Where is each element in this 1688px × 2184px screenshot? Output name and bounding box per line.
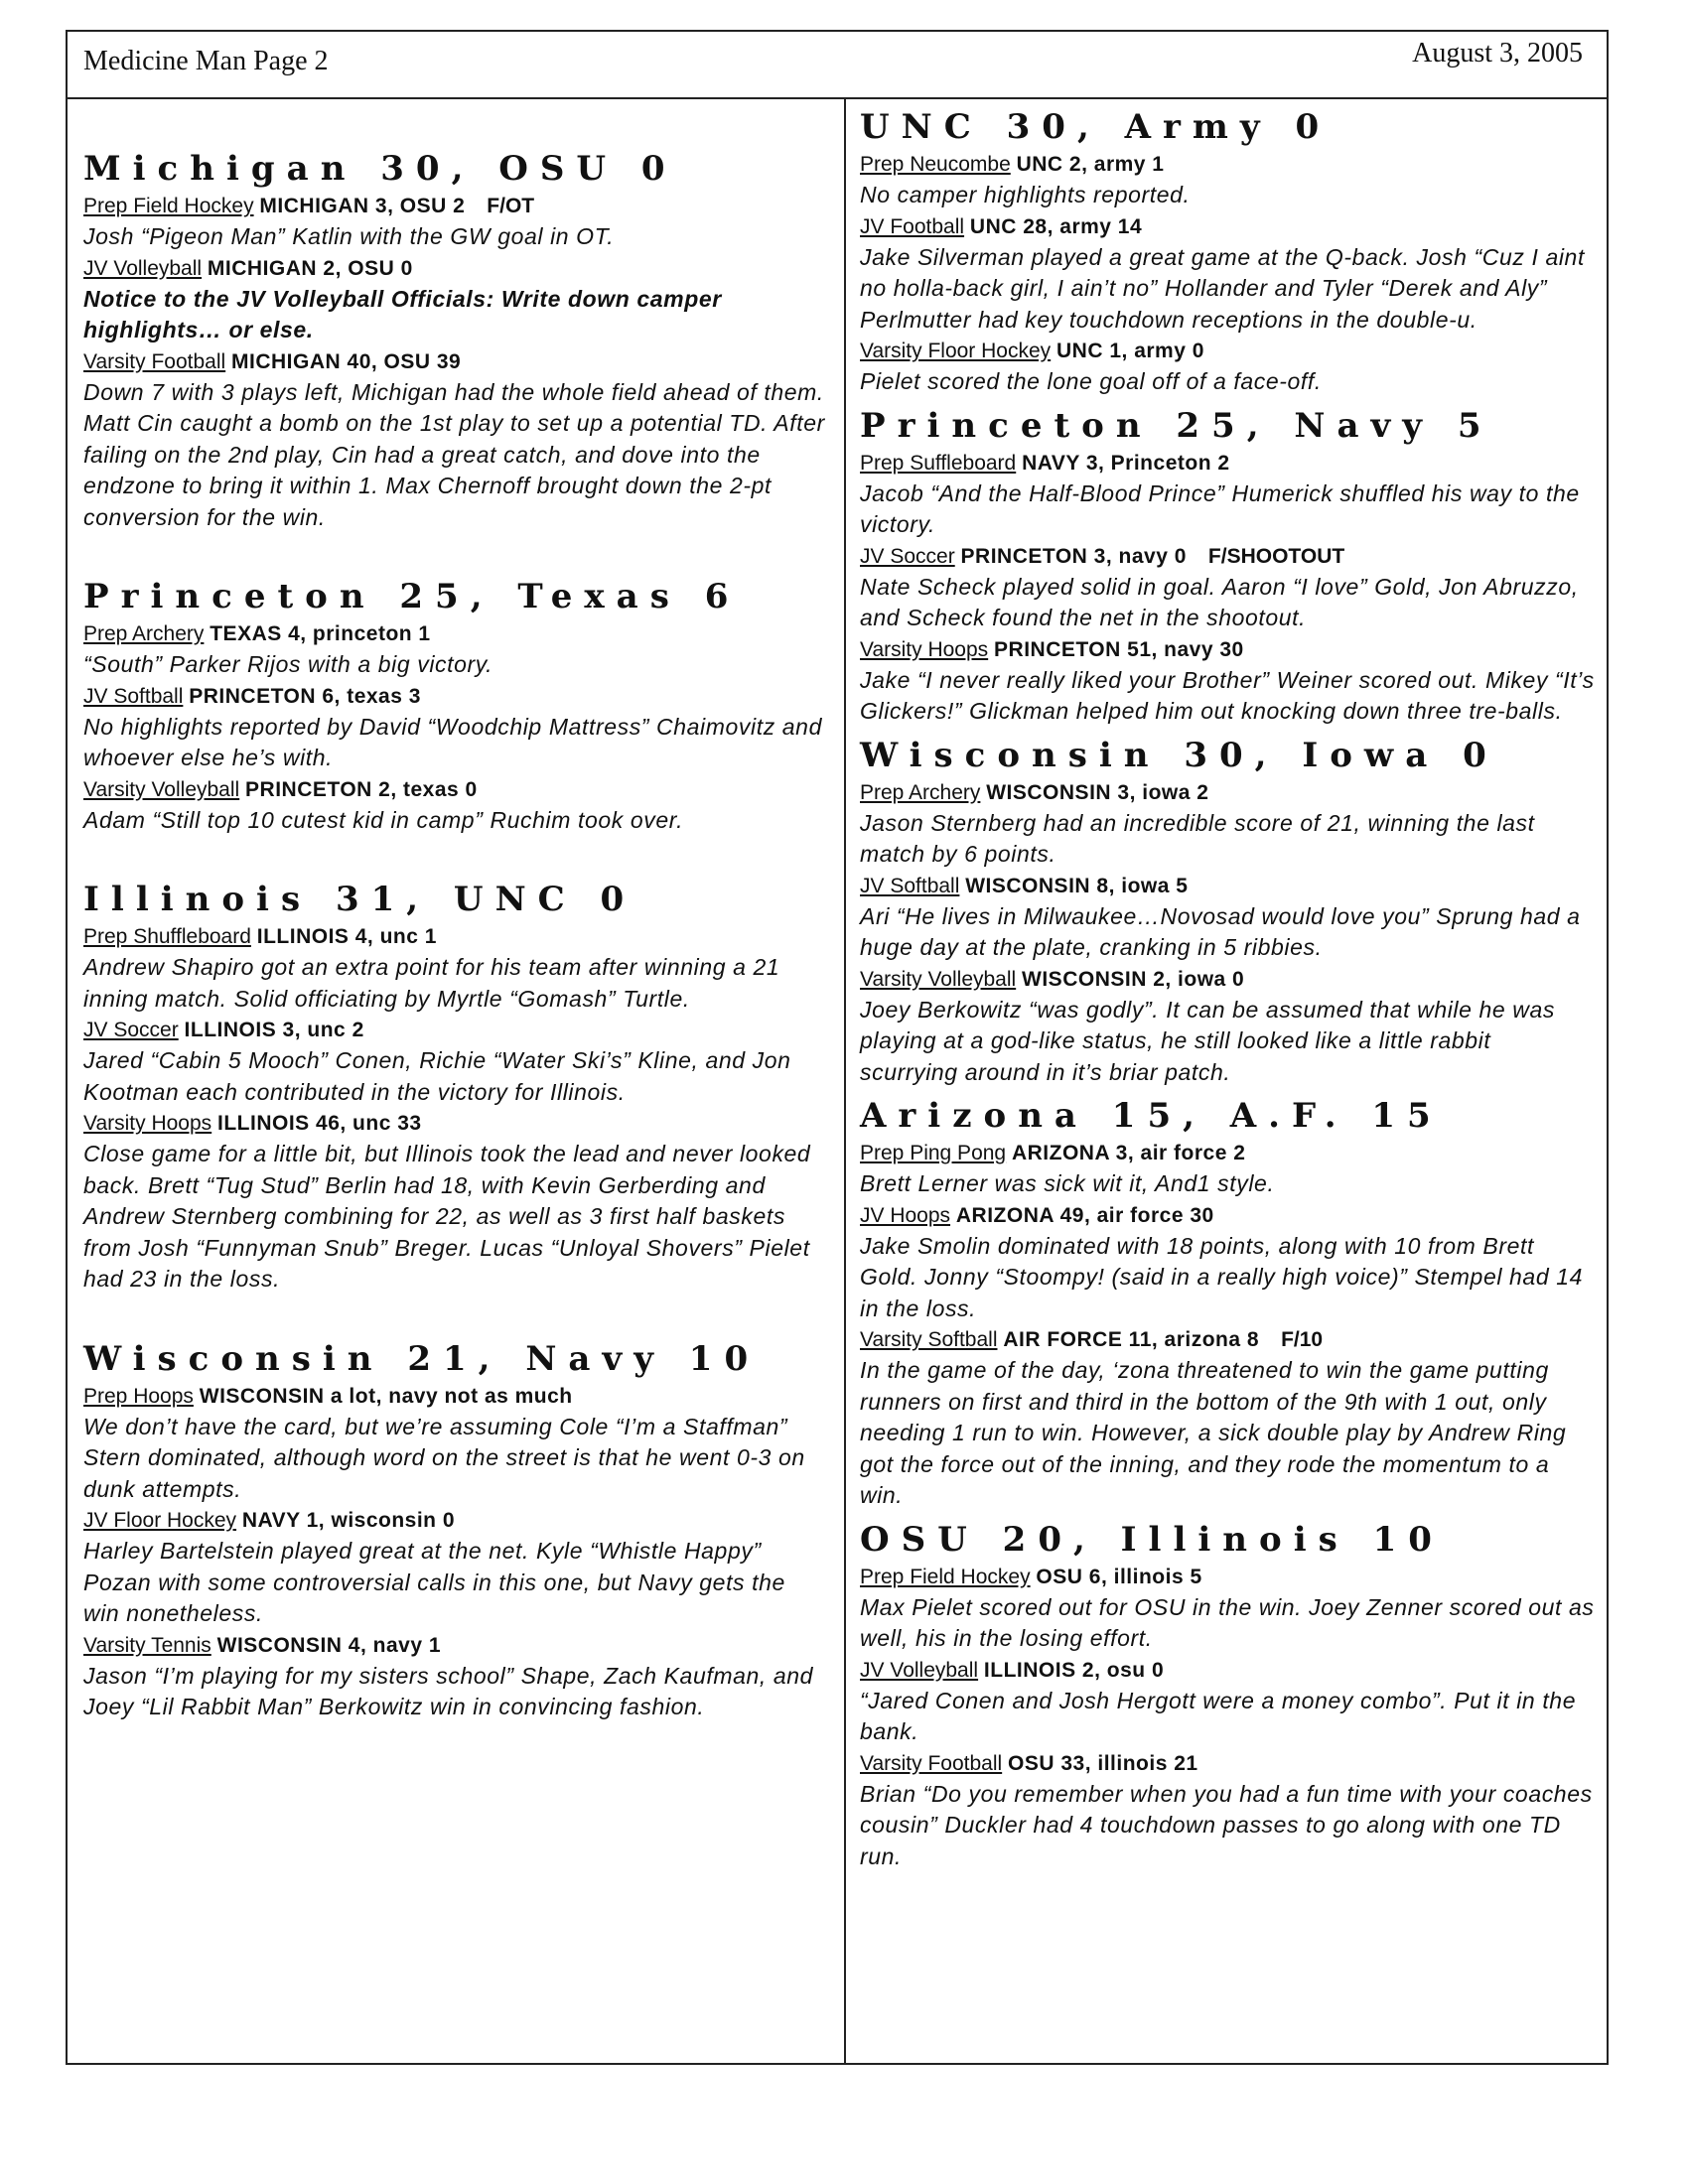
camper-highlight: “South” Parker Rijos with a big victory. — [83, 651, 493, 677]
game-score-headline: Illinois 31, UNC 0 — [83, 880, 636, 919]
overtime-note: F/10 — [1281, 1328, 1324, 1351]
result-line — [860, 336, 1595, 366]
result-line — [860, 1655, 1595, 1686]
sport-label: Prep Neucombe — [860, 153, 1011, 176]
match-score: ILLINOIS 4, unc 1 — [256, 925, 437, 948]
result-line — [83, 921, 828, 952]
result-line — [860, 1138, 1595, 1168]
sport-label: Varsity Hoops — [860, 637, 989, 661]
match-score: AIR FORCE 11, arizona 8 — [1003, 1328, 1260, 1351]
game-section — [860, 736, 1595, 1089]
camper-highlight: Joey Berkowitz “was godly”. It can be assumed that while he was playing at a god-like status, he still looked like a little rabbit scurrying around in it’s briar patch. — [860, 996, 1555, 1085]
sport-label: Prep Archery — [83, 622, 205, 645]
sport-label: Prep Field Hockey — [83, 195, 254, 217]
camper-highlight: Max Pielet scored out for OSU in the win. Joey Zenner scored out as well, his in the losing effort. — [860, 1593, 1595, 1651]
camper-highlight: Jake Smolin dominated with 18 points, along with 10 from Brett Gold. Jonny “Stoompy! (said in a really high voice)” Stempel had 14 in the loss. — [860, 1232, 1583, 1321]
camper-highlight: Harley Bartelstein played great at the net. Kyle “Whistle Happy” Pozan with some controversial calls in this one, but Navy gets the win nonetheless. — [83, 1538, 785, 1626]
result-line — [83, 1381, 828, 1412]
sport-label: JV Football — [860, 214, 965, 238]
left-column — [83, 99, 828, 1723]
camper-highlight: Down 7 with 3 plays left, Michigan had the whole field ahead of them. Matt Cin caught a bomb on the 1st play to set up a potential TD. After failing on the 2nd play, Cin had a great catch, and dove into the endzone to bring it within 1. Max Chernoff brought down the 2-pt conversion for the win. — [83, 378, 825, 530]
match-score: ARIZONA 3, air force 2 — [1011, 1142, 1246, 1164]
camper-highlight: Jake Silverman played a great game at the Q-back. Josh “Cuz I aint no holla-back girl, I ain’t no” Hollander and Tyler “Derek and Aly” Perlmutter had key touchdown receptions in the double-u. — [860, 243, 1585, 333]
match-score: ILLINOIS 2, osu 0 — [983, 1658, 1165, 1682]
camper-highlight: Brett Lerner was sick wit it, And1 style. — [860, 1170, 1275, 1196]
game-score-headline: Michigan 30, OSU 0 — [83, 149, 677, 189]
right-column — [860, 99, 1595, 1872]
match-score: ARIZONA 49, air force 30 — [955, 1203, 1214, 1227]
match-score: UNC 2, army 1 — [1016, 153, 1165, 176]
match-score: PRINCETON 51, navy 30 — [994, 637, 1244, 661]
result-line — [860, 871, 1595, 901]
match-score: OSU 6, illinois 5 — [1036, 1565, 1202, 1588]
camper-highlight: Close game for a little bit, but Illinois took the lead and never looked back. Brett “Tug Stud” Berlin had 18, with Kevin Gerberding and Andrew Sternberg combining for 22, as well as 3 first half baskets from Josh “Funnyman Snub” Breger. Lucas “Unloyal Shovers” Pielet had 23 in the loss. — [83, 1141, 811, 1292]
game-section — [860, 107, 1595, 398]
sport-label: Prep Suffleboard — [860, 451, 1017, 475]
camper-highlight: Jared “Cabin 5 Mooch” Conen, Richie “Water Ski’s” Kline, and Jon Kootman each contributed in the victory for Illinois. — [83, 1047, 791, 1105]
result-line — [83, 618, 828, 649]
newsletter-date: August 3, 2005 — [1412, 38, 1583, 68]
camper-highlight: Jake “I never really liked your Brother” Weiner scored out. Mikey “It’s Glickers!” Glickman helped him out knocking down three tre-balls. — [860, 666, 1595, 724]
camper-highlight: Ari “He lives in Milwaukee…Novosad would love you” Sprung had a huge day at the plate, cranking in 5 ribbies. — [860, 902, 1581, 960]
sport-label: Prep Field Hockey — [860, 1565, 1031, 1588]
camper-highlight: Jason “I’m playing for my sisters school” Shape, Zach Kaufman, and Joey “Lil Rabbit Man” Berkowitz win in convincing fashion. — [83, 1662, 814, 1719]
match-score: PRINCETON 2, texas 0 — [245, 777, 478, 801]
sport-label: Varsity Tennis — [83, 1633, 211, 1657]
result-line — [83, 191, 828, 221]
overtime-note: F/OT — [487, 195, 535, 217]
match-score: UNC 28, army 14 — [969, 214, 1143, 238]
result-line — [83, 1505, 828, 1536]
page-header — [68, 32, 1607, 99]
sport-label: Varsity Softball — [860, 1328, 998, 1351]
result-line — [83, 253, 828, 284]
sport-label: JV Volleyball — [860, 1658, 979, 1682]
game-score-headline: Arizona 15, A.F. 15 — [860, 1096, 1443, 1136]
result-line — [83, 346, 828, 377]
result-line — [860, 1562, 1595, 1592]
game-section — [83, 149, 828, 533]
game-section — [860, 406, 1595, 728]
camper-highlight: Pielet scored the lone goal off of a face-off. — [860, 368, 1322, 394]
match-score: WISCONSIN 2, iowa 0 — [1022, 967, 1245, 991]
match-score: NAVY 1, wisconsin 0 — [241, 1509, 456, 1532]
result-line — [83, 1015, 828, 1045]
result-line — [860, 149, 1595, 180]
game-section — [860, 1520, 1595, 1873]
match-score: WISCONSIN 4, navy 1 — [216, 1633, 442, 1657]
match-score: UNC 1, army 0 — [1056, 340, 1204, 362]
game-score-headline: OSU 20, Illinois 10 — [860, 1519, 1444, 1560]
sport-label: Prep Hoops — [83, 1384, 194, 1408]
result-line — [860, 1200, 1595, 1231]
game-score-headline: Wisconsin 30, Iowa 0 — [860, 735, 1498, 775]
camper-highlight: Josh “Pigeon Man” Katlin with the GW goal in OT. — [83, 223, 615, 249]
sport-label: Varsity Football — [860, 1751, 1003, 1775]
game-score-headline: Wisconsin 21, Navy 10 — [83, 1338, 761, 1379]
result-line — [860, 448, 1595, 478]
match-score: WISCONSIN 3, iowa 2 — [986, 780, 1209, 804]
result-line — [860, 777, 1595, 808]
match-score: PRINCETON 3, navy 0 — [960, 544, 1187, 568]
match-score: WISCONSIN 8, iowa 5 — [965, 874, 1189, 897]
camper-highlight: Andrew Shapiro got an extra point for his team after winning a 21 inning match. Solid officiating by Myrtle “Gomash” Turtle. — [83, 954, 780, 1012]
camper-highlight: Nate Scheck played solid in goal. Aaron “I love” Gold, Jon Abruzzo, and Scheck found the net in the shootout. — [860, 573, 1579, 630]
camper-highlight: Jason Sternberg had an incredible score of 21, winning the last match by 6 points. — [860, 809, 1535, 867]
camper-highlight: “Jared Conen and Josh Hergott were a money combo”. Put it in the bank. — [860, 1687, 1577, 1744]
camper-highlight: In the game of the day, ‘zona threatened to win the game putting runners on first and third in the bottom of the 9th with 1 out, only needing 1 run to win. However, a sick double play by Andrew Ring got the force out of the inning, and they rode the momentum to a win. — [860, 1357, 1567, 1508]
match-score: MICHIGAN 2, OSU 0 — [207, 256, 413, 280]
result-line — [83, 1108, 828, 1139]
game-section — [83, 880, 828, 1296]
match-score: MICHIGAN 3, OSU 2 — [259, 195, 466, 217]
result-line — [860, 541, 1595, 572]
result-line — [83, 1630, 828, 1661]
overtime-note: F/SHOOTOUT — [1207, 544, 1345, 568]
match-score: TEXAS 4, princeton 1 — [210, 622, 431, 645]
sport-label: Prep Ping Pong — [860, 1142, 1007, 1164]
sport-label: Varsity Volleyball — [83, 777, 240, 801]
result-line — [860, 1324, 1595, 1355]
sport-label: JV Volleyball — [83, 256, 203, 280]
game-section — [83, 1339, 828, 1723]
match-score: PRINCETON 6, texas 3 — [189, 684, 421, 708]
result-line — [83, 681, 828, 712]
sport-label: Varsity Football — [83, 349, 226, 373]
sport-label: Varsity Volleyball — [860, 967, 1017, 991]
sport-label: Varsity Hoops — [83, 1112, 212, 1135]
match-score: WISCONSIN a lot, navy not as much — [199, 1384, 573, 1408]
newsletter-title: Medicine Man Page 2 — [83, 46, 329, 76]
sport-label: JV Floor Hockey — [83, 1509, 237, 1532]
result-line — [860, 964, 1595, 995]
camper-highlight: No highlights reported by David “Woodchip Mattress” Chaimovitz and whoever else he’s with. — [83, 713, 822, 770]
game-score-headline: Princeton 25, Navy 5 — [860, 405, 1493, 446]
camper-highlight: Notice to the JV Volleyball Officials: Write down camper highlights… or else. — [83, 285, 722, 342]
camper-highlight: No camper highlights reported. — [860, 182, 1191, 207]
camper-highlight: We don’t have the card, but we’re assuming Cole “I’m a Staffman” Stern dominated, although word on the street is that he went 0-3 on dunk attempts. — [83, 1413, 805, 1502]
camper-highlight: Brian “Do you remember when you had a fun time with your coaches cousin” Duckler had 4 touchdown passes to go along with one TD run. — [860, 1780, 1593, 1869]
camper-highlight: Adam “Still top 10 cutest kid in camp” Ruchim took over. — [83, 806, 684, 833]
game-score-headline: UNC 30, Army 0 — [860, 107, 1332, 147]
sport-label: Prep Shuffleboard — [83, 925, 251, 948]
sport-label: JV Hoops — [860, 1203, 951, 1227]
camper-highlight: Jacob “And the Half-Blood Prince” Humerick shuffled his way to the victory. — [860, 479, 1580, 537]
sport-label: Varsity Floor Hockey — [860, 340, 1052, 362]
sport-label: Prep Archery — [860, 780, 981, 804]
match-score: ILLINOIS 3, unc 2 — [184, 1019, 364, 1041]
match-score: MICHIGAN 40, OSU 39 — [231, 349, 462, 373]
game-score-headline: Princeton 25, Texas 6 — [83, 577, 741, 616]
game-section — [83, 577, 828, 836]
match-score: NAVY 3, Princeton 2 — [1022, 451, 1230, 475]
result-line — [83, 774, 828, 805]
sport-label: JV Soccer — [860, 544, 955, 568]
sport-label: JV Soccer — [83, 1019, 179, 1041]
newsletter-page — [66, 30, 1609, 2065]
match-score: ILLINOIS 46, unc 33 — [217, 1112, 422, 1135]
column-divider — [844, 99, 846, 2065]
sport-label: JV Softball — [860, 874, 960, 897]
sport-label: JV Softball — [83, 684, 184, 708]
result-line — [860, 211, 1595, 242]
match-score: OSU 33, illinois 21 — [1008, 1751, 1198, 1775]
result-line — [860, 1748, 1595, 1779]
game-section — [860, 1096, 1595, 1512]
result-line — [860, 634, 1595, 665]
